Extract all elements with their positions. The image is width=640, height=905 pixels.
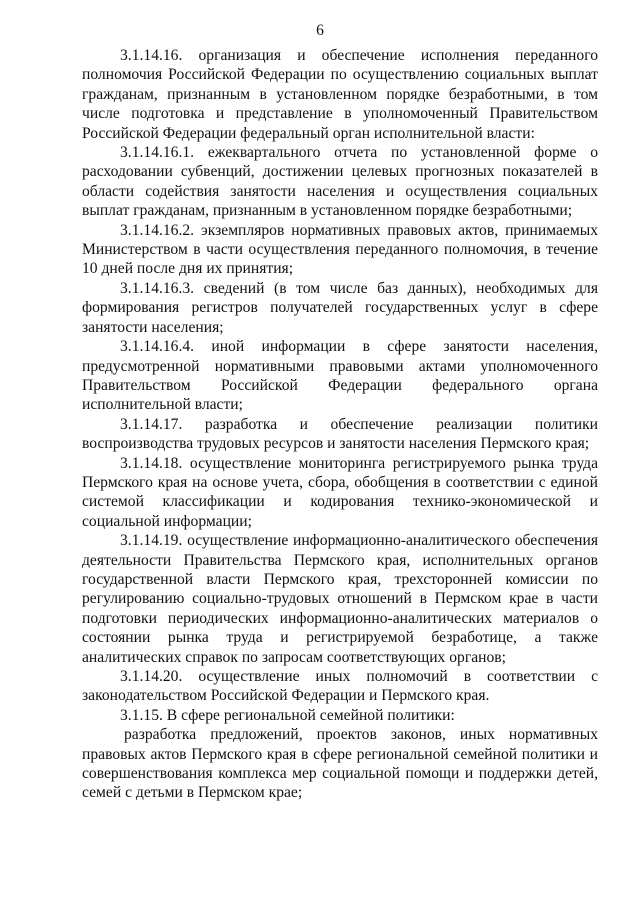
paragraph-3-1-14-16-2: 3.1.14.16.2. экземпляров нормативных правовых актов, принимаемых Министерством в части осуществления переданного полномочия, в течение 10 дней после дня их принятия; <box>82 221 598 278</box>
paragraph-3-1-15-heading: 3.1.15. В сфере региональной семейной политики: <box>120 706 455 724</box>
paragraph-family-policy: разработка предложений, проектов законов, иных нормативных правовых актов Пермского края в сфере региональной семейной политики и совершенствования комплекса мер социальной помощи и поддержки детей, семей с детьми в Пермском крае; <box>82 726 598 802</box>
document-body <box>82 46 598 803</box>
paragraph-3-1-14-19: 3.1.14.19. осуществление информационно-аналитического обеспечения деятельности Правительства Пермского края, исполнительных органов государственной власти Пермского края, трехсторонней комиссии по регулированию социально-трудовых отношений в Пермском крае в части подготовки периодических информационно-аналитических материалов о состоянии рынка труда и регистрируемой безработице, а также аналитических справок по запросам соответствующих органов; <box>82 532 598 666</box>
paragraph-3-1-14-16-4: 3.1.14.16.4. иной информации в сфере занятости населения, предусмотренной нормативными правовыми актами уполномоченного Правительством Российской Федерации федерального органа исполнительной власти; <box>82 338 598 414</box>
paragraph-3-1-14-16-3: 3.1.14.16.3. сведений (в том числе баз данных), необходимых для формирования регистров получателей государственных услуг в сфере занятости населения; <box>82 279 598 336</box>
paragraph-3-1-14-20: 3.1.14.20. осуществление иных полномочий в соответствии с законодательством Российской Федерации и Пермского края. <box>82 668 598 705</box>
paragraph-3-1-14-16-1: 3.1.14.16.1. ежеквартального отчета по установленной форме о расходовании субвенций, достижении целевых прогнозных показателей в области содействия занятости населения и осуществления социальных выплат гражданам, признанным в установленном порядке безработными; <box>82 144 598 220</box>
paragraph-3-1-14-17: 3.1.14.17. разработка и обеспечение реализации политики воспроизводства трудовых ресурсов и занятости населения Пермского края; <box>82 415 598 453</box>
paragraph-3-1-14-16: 3.1.14.16. организация и обеспечение исполнения переданного полномочия Российской Федерации по осуществлению социальных выплат гражданам, признанным в установленном порядке безработными, в том числе подготовка и представление в уполномоченный Правительством Российской Федерации федеральный орган исполнительной власти: <box>82 47 598 142</box>
paragraph-3-1-14-18: 3.1.14.18. осуществление мониторинга регистрируемого рынка труда Пермского края на основе учета, сбора, обобщения в соответствии с единой системой классификации и кодирования технико-экономической и социальной информации; <box>82 454 598 530</box>
page-number: 6 <box>316 22 324 39</box>
